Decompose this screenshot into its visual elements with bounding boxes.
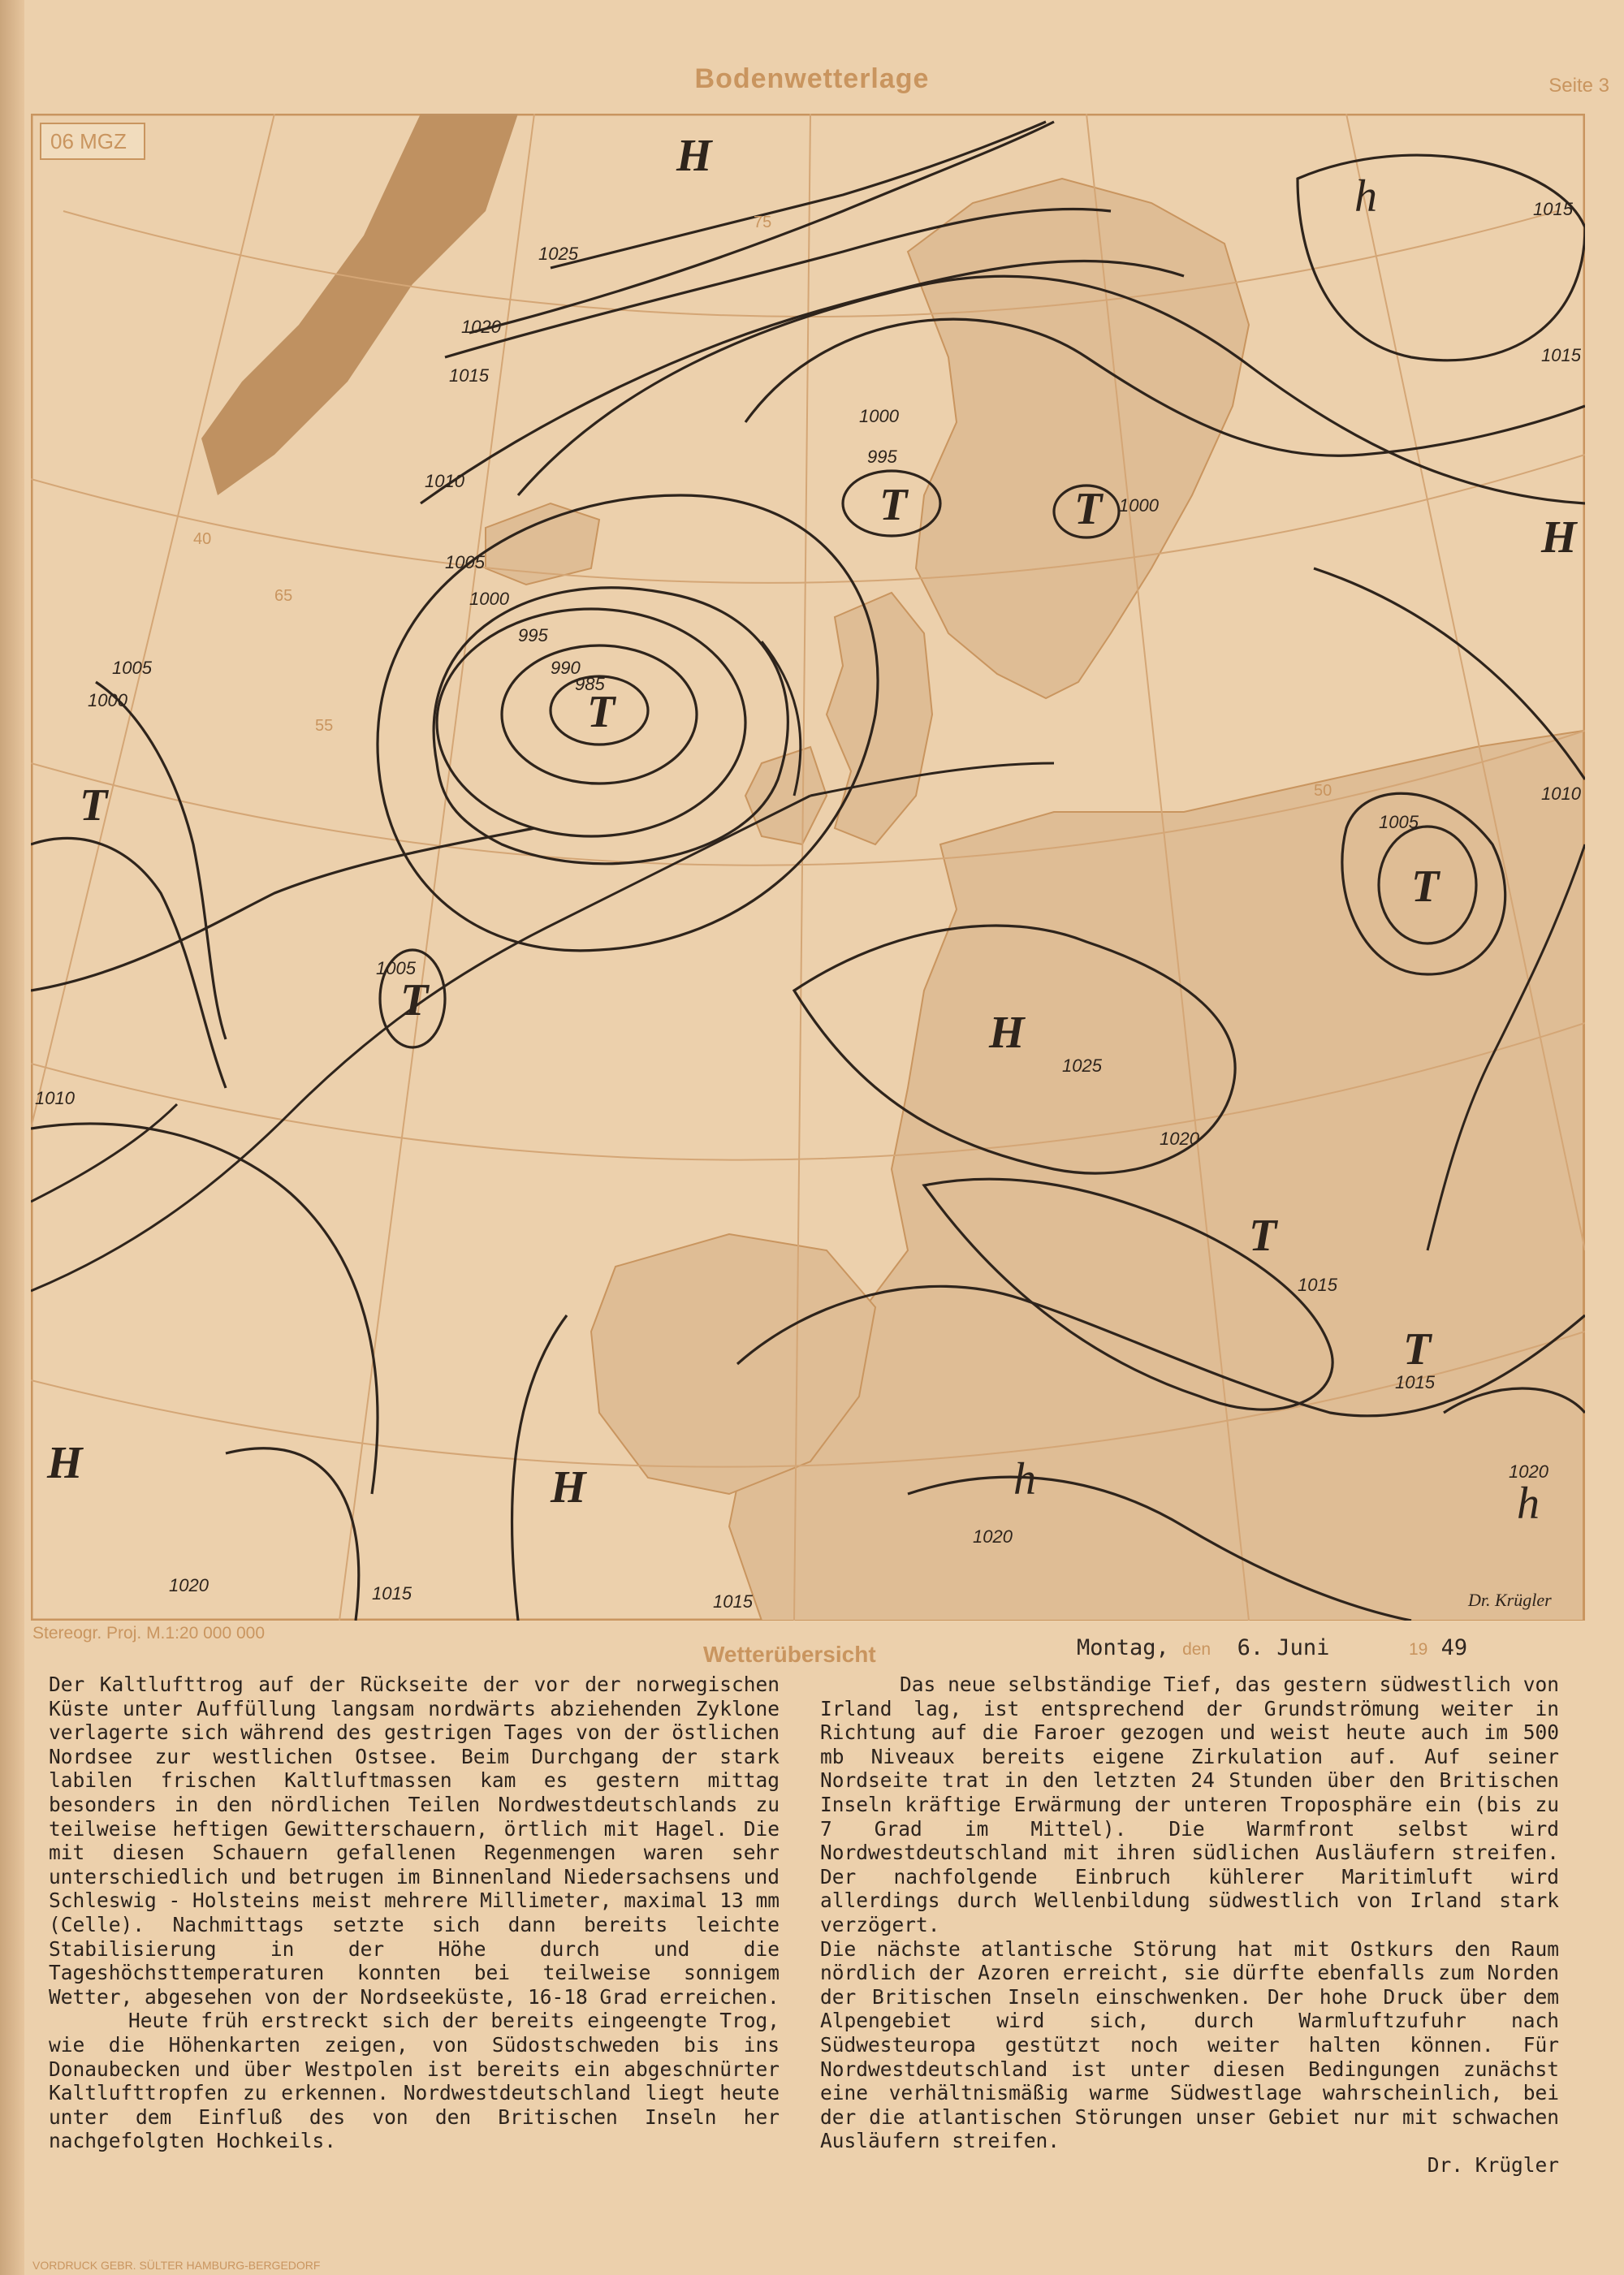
isobar-label-1015-s: 1015: [1298, 1275, 1337, 1295]
low-center-far-west: T: [80, 780, 108, 831]
isobar-label-1025-alps: 1025: [1062, 1055, 1102, 1076]
time-stamp: [41, 123, 145, 159]
low-center-norway: T: [1074, 484, 1103, 534]
weak-high-italy: h: [1013, 1454, 1036, 1504]
isobar-label-1005-w: 1005: [376, 958, 416, 978]
isobar-label-1005: 1005: [445, 552, 485, 572]
high-center-azores: H: [47, 1438, 83, 1488]
isobar-label-1020-italy: 1020: [973, 1526, 1013, 1547]
isobar-label-1015-ne: 1015: [1533, 199, 1573, 219]
dateline-weekday: Montag,: [1077, 1635, 1169, 1660]
latitude-label-50: 50: [1314, 782, 1332, 800]
isobar-label-1015-ne2: 1015: [1541, 345, 1581, 365]
high-center-east: H: [1541, 512, 1577, 563]
weak-high-south-east: h: [1517, 1479, 1540, 1529]
isobar-label-1015: 1015: [449, 365, 489, 386]
low-center-east: T: [1411, 861, 1440, 912]
isobar-label-1020-c: 1020: [1160, 1129, 1199, 1149]
dateline-den: den: [1182, 1640, 1212, 1659]
dateline-year-suffix: 49: [1440, 1635, 1468, 1660]
isobar-label-1000: 1000: [469, 589, 509, 609]
isobar-label-1015-atl: 1015: [713, 1591, 753, 1612]
summary-left-paragraph-2: Heute früh erstreckt sich der bereits eingeengte Trog, wie die Höhenkarten zeigen, von Südostschweden bis ins Donaubecken und über Westpolen ist bereits ein abgeschnürter Kaltlufttropfen zu erkennen. Nordwestdeutschland liegt heute unter dem Einfluß des von den Britischen Inseln her nachgefolgten Hochkeils.: [49, 2009, 780, 2153]
latitude-label-75: 75: [754, 214, 772, 231]
time-stamp-label: 06 MGZ: [50, 129, 127, 153]
low-center-faroer: T: [879, 480, 908, 530]
summary-signature: Dr. Krügler: [1427, 2152, 1559, 2177]
high-center-iberia: H: [551, 1462, 586, 1513]
low-center-balkan: T: [1249, 1211, 1277, 1261]
weak-high-north-east: h: [1354, 171, 1377, 222]
isobar-label-985: 985: [575, 674, 605, 694]
low-center-atlantic: T: [400, 975, 429, 1025]
isobar-label-1010-w: 1010: [35, 1088, 75, 1108]
weather-map: [31, 114, 1585, 1621]
isobar-label-1020-sw: 1020: [169, 1575, 209, 1595]
summary-right-paragraph-2: Die nächste atlantische Störung hat mit Ostkurs den Raum nördlich der Azoren erreicht, sie dürfte ebenfalls zum Norden der Britischen Inseln einschwenken. Der hohe Druck über dem Alpengebiet wird sich, durch Warmluftzufuhr nach Südwesteuropa gestützt noch weiter halten können. Für Nordwestdeutschland ist unter diesen Bedingungen zunächst eine verhältnismäßig warme Südwestlage wahrscheinlich, bei der die atlantischen Störungen unser Gebiet nur mit schwachen Ausläufern streifen.: [820, 1936, 1559, 2153]
isobar-label-995: 995: [518, 625, 548, 645]
isobar-label-990: 990: [551, 658, 581, 678]
isobar-label-1010-e: 1010: [1541, 784, 1581, 804]
dateline-date: 6. Juni: [1237, 1635, 1330, 1660]
isobar-label-1005-e: 1005: [1379, 812, 1419, 832]
summary-title: Wetterübersicht: [703, 1642, 876, 1667]
summary-column-right: [820, 1673, 1559, 2177]
isobar-label-995-faroer: 995: [867, 447, 897, 467]
summary-left-paragraph-1: Der Kaltlufttrog auf der Rückseite der vor der norwegischen Küste unter Auffüllung langsam nordwärts abziehenden Zyklone verlagerte sich während des gestrigen Tages von der östlichen Nordsee zur westlichen Ostsee. Beim Durchgang der stark labilen frischen Kaltluftmassen kam es gestern mittag besonders in den nördlichen Teilen Nordwestdeutschlands zu teilweise heftigen Gewitterschauern, örtlich mit Hagel. Die mit diesen Schauern gefallenen Regenmengen waren sehr unterschiedlich und betrugen im Binnenland Niedersachsens und Schleswig - Holsteins meist mehrere Millimeter, maximal 13 mm (Celle). Nachmittags setzte sich dann bereits leichte Stabilisierung in der Höhe durch und die Tageshöchsttemperaturen konnten bei teilweise sonnigem Wetter, abgesehen von der Nordseeküste, 16-18 Grad erreichen.: [49, 1673, 780, 2009]
latitude-label-55: 55: [315, 717, 334, 735]
high-center-alps: H: [989, 1008, 1025, 1058]
page-number: Seite 3: [1548, 75, 1609, 97]
imprint-note: VORDRUCK GEBR. SÜLTER HAMBURG-BERGEDORF: [32, 2259, 321, 2272]
isobar-label-1020-se: 1020: [1509, 1461, 1548, 1482]
isobar-label-1000-fw: 1000: [88, 690, 127, 710]
low-center-iceland: T: [587, 687, 615, 737]
summary-column-left: [49, 1673, 780, 2153]
isobar-label-1020: 1020: [461, 317, 501, 337]
dateline-year-prefix: 19: [1408, 1640, 1428, 1659]
page-title: Bodenwetterlage: [694, 63, 930, 94]
isobar-label-1010: 1010: [425, 471, 464, 491]
page-binding-edge: [0, 0, 24, 2275]
isobar-label-1025: 1025: [538, 244, 578, 264]
projection-note: Stereogr. Proj. M.1:20 000 000: [32, 1624, 266, 1643]
low-center-southeast: T: [1403, 1324, 1432, 1375]
latitude-label-65: 65: [274, 587, 293, 605]
isobar-label-1005-fw: 1005: [112, 658, 152, 678]
isobar-label-1000-north: 1000: [859, 406, 899, 426]
summary-dateline: [1077, 1635, 1467, 1660]
map-signature: Dr. Krügler: [1468, 1590, 1552, 1610]
weather-map-svg: [31, 114, 1585, 1621]
high-center-north: H: [676, 131, 712, 181]
isobar-label-1015-se: 1015: [1395, 1372, 1435, 1392]
isobar-label-1000-norway: 1000: [1119, 495, 1159, 516]
summary-right-paragraph-1: Das neue selbständige Tief, das gestern südwestlich von Irland lag, ist entsprechend der Grundströmung weiter in Richtung auf die Faroer gezogen und weist heute auch im 500 mb Niveaux bereits eigene Zirkulation auf. Auf seiner Nordseite trat in den letzten 24 Stunden über den Britischen Inseln kräftige Erwärmung der unteren Troposphäre ein (bis zu 7 Grad im Mittel). Die Warmfront selbst wird Nordwestdeutschland mit ihren südlichen Ausläufern streifen. Der nachfolgende Einbruch kühlerer Maritimluft wird allerdings durch Wellenbildung südwestlich von Irland stark verzögert.: [820, 1673, 1559, 1936]
isobar-label-1015-sw: 1015: [372, 1583, 412, 1604]
latitude-label-40: 40: [193, 530, 212, 548]
